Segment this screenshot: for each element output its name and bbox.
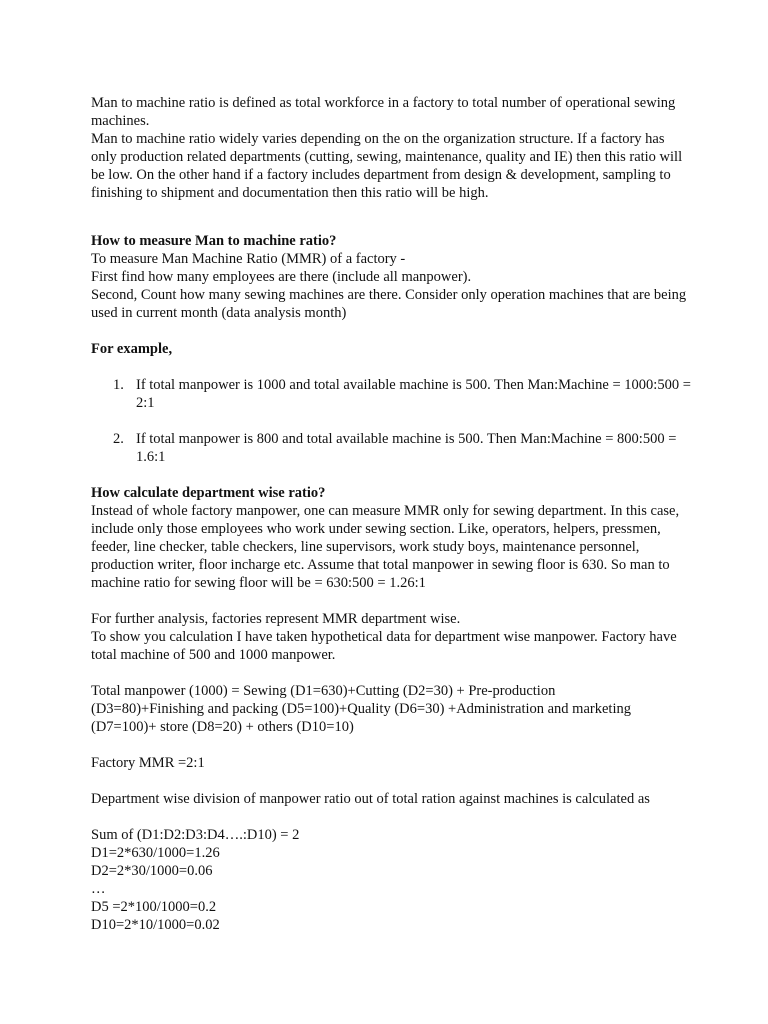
list-item: [91, 430, 691, 466]
department-hypothetical-paragraph: To show you calculation I have taken hypothetical data for department wise manpower. Factory have total machine of 500 and 1000 manpower.: [91, 629, 677, 663]
total-manpower-line: Total manpower (1000) = Sewing (D1=630)+Cutting (D2=30) + Pre-production: [91, 683, 556, 699]
intro-variation: Man to machine ratio widely varies depending on the on the organization structure. If a factory has only production related departments (cutting, sewing, maintenance, quality and IE) then this ratio will be low. On the other hand if a factory includes department from design & development, sampling to finishing to shipment and documentation then this ratio will be high.: [91, 131, 683, 201]
list-number: 1.: [113, 377, 124, 393]
calc-line: D10=2*10/1000=0.02: [91, 917, 220, 933]
calc-line: Sum of (D1:D2:D3:D4….:D10) = 2: [91, 827, 300, 843]
total-manpower-line: (D7=100)+ store (D8=20) + others (D10=10): [91, 719, 354, 735]
measure-line: First find how many employees are there (include all manpower).: [91, 269, 472, 285]
example-heading: For example,: [91, 341, 173, 357]
division-note: Department wise division of manpower ratio out of total ration against machines is calculated as: [91, 791, 650, 807]
calc-line: D5 =2*100/1000=0.2: [91, 899, 217, 915]
factory-mmr: Factory MMR =2:1: [91, 755, 205, 771]
measure-heading: How to measure Man to machine ratio?: [91, 233, 337, 249]
example-list: [91, 376, 691, 466]
calc-line: D1=2*630/1000=1.26: [91, 845, 220, 861]
total-manpower-line: (D3=80)+Finishing and packing (D5=100)+Quality (D6=30) +Administration and marketing: [91, 701, 631, 717]
list-item: [91, 376, 691, 412]
measure-line: To measure Man Machine Ratio (MMR) of a factory -: [91, 251, 406, 267]
document-body: [91, 94, 691, 934]
department-analysis-line: For further analysis, factories represent MMR department wise.: [91, 611, 461, 627]
department-heading: How calculate department wise ratio?: [91, 485, 326, 501]
intro-definition: Man to machine ratio is defined as total workforce in a factory to total number of operational sewing machines.: [91, 95, 676, 129]
department-sewing-paragraph: Instead of whole factory manpower, one can measure MMR only for sewing department. In this case, include only those employees who work under sewing section. Like, operators, helpers, pressmen, feeder, line checker, table checkers, line supervisors, work study boys, maintenance personnel, production writer, floor incharge etc. Assume that total manpower in sewing floor is 630. So man to machine ratio for sewing floor will be = 630:500 = 1.26:1: [91, 503, 680, 591]
measure-line: Second, Count how many sewing machines are there. Consider only operation machines that are being used in current month (data analysis month): [91, 287, 687, 321]
list-text: If total manpower is 1000 and total available machine is 500. Then Man:Machine = 1000:500 = 2:1: [136, 377, 691, 411]
list-number: 2.: [113, 431, 124, 447]
calc-line: D2=2*30/1000=0.06: [91, 863, 213, 879]
calc-line: …: [91, 881, 106, 897]
list-text: If total manpower is 800 and total available machine is 500. Then Man:Machine = 800:500 = 1.6:1: [136, 431, 677, 465]
